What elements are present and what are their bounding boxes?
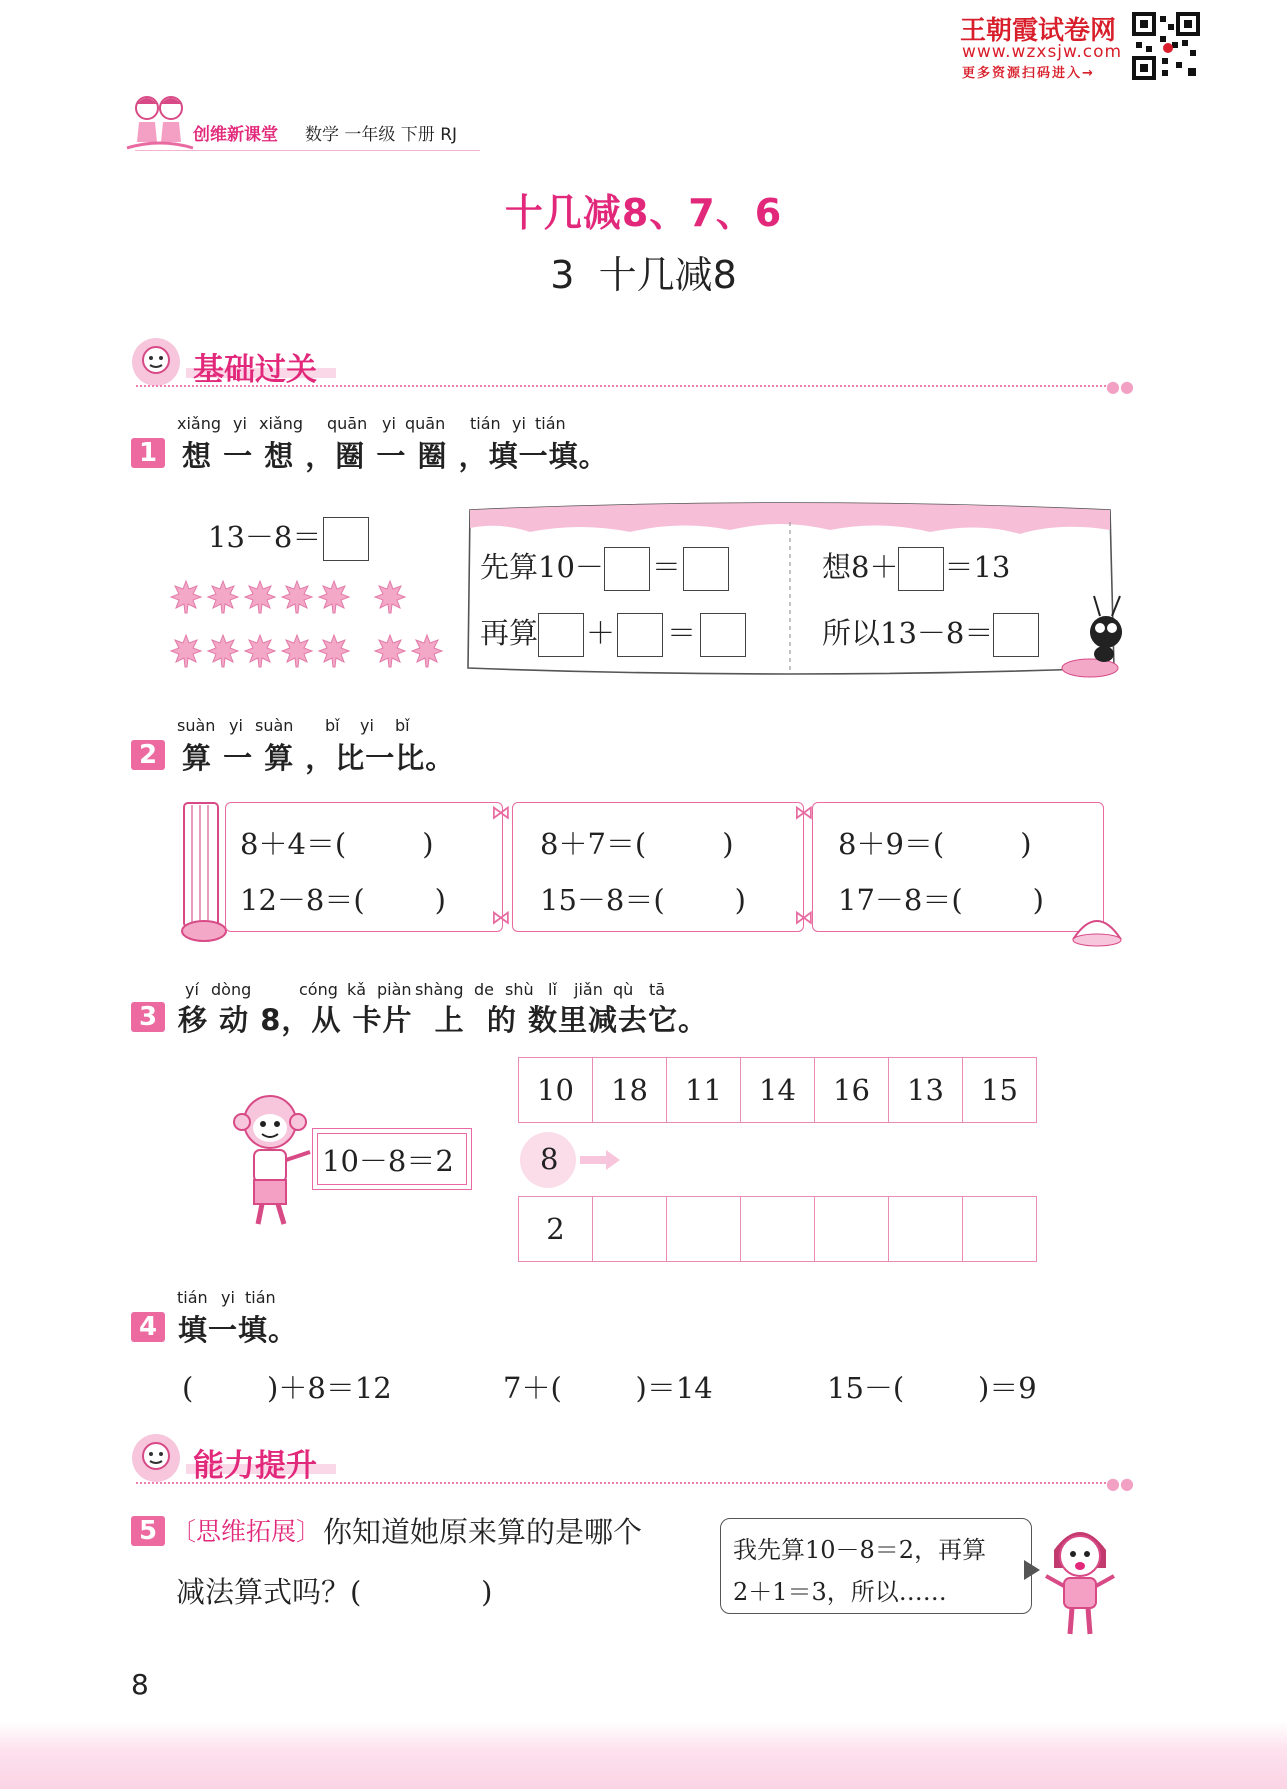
- section-icon: [130, 1432, 182, 1484]
- section-icon: [130, 336, 182, 388]
- brand-name: 王朝霞试卷网: [960, 16, 1117, 46]
- page-subtitle: 3 十几减8: [550, 253, 737, 297]
- bun-icon: [1070, 908, 1124, 948]
- subject-label: 数学 一年级 下册 RJ: [305, 125, 458, 145]
- q4-text: 填一填。: [178, 1313, 299, 1347]
- q4-item-1[interactable]: ( )＋8＝12: [182, 1371, 392, 1405]
- q5-number: 5: [131, 1516, 165, 1546]
- q2-3-top: 8＋9＝( ): [838, 827, 1032, 861]
- footer-band: [0, 1722, 1287, 1789]
- q3-answer-cell[interactable]: [815, 1197, 889, 1262]
- qr-code-icon: [1132, 12, 1200, 80]
- q3-top-cell: 11: [667, 1058, 741, 1123]
- ribbon-icon: ⋈: [491, 905, 511, 929]
- divider-dots: ●●: [1106, 377, 1134, 396]
- q2-3-bottom: 17－8＝( ): [838, 883, 1044, 917]
- q3-top-cell: 14: [741, 1058, 815, 1123]
- q2-number: 2: [131, 740, 165, 770]
- q3-top-cell: 10: [519, 1058, 593, 1123]
- q1-number: 1: [131, 438, 165, 468]
- bubble-line-1: 我先算10－8＝2，再算: [733, 1536, 987, 1564]
- brand-scan-text: 更多资源扫码进入→: [962, 66, 1095, 81]
- q5-tag: 〔思维拓展〕: [171, 1517, 322, 1546]
- q1-second-step: 再算 ＋ ＝: [480, 611, 746, 657]
- page-number: 8: [131, 1668, 149, 1701]
- ribbon-icon: ⋈: [491, 800, 511, 824]
- arrow-right-icon: [580, 1148, 622, 1172]
- q1-box-f[interactable]: [898, 547, 944, 591]
- q3-bottom-row: [518, 1196, 1037, 1262]
- q3-top-cell: 15: [963, 1058, 1037, 1123]
- kids-logo-icon: [125, 90, 195, 152]
- q3-answer-cell[interactable]: [889, 1197, 963, 1262]
- q1-box-d[interactable]: [617, 613, 663, 657]
- q3-top-cell: 16: [815, 1058, 889, 1123]
- mover-number: 8: [540, 1142, 559, 1176]
- q1-think-step: 想8＋ ＝13: [822, 545, 1010, 591]
- q2-text: 算 一 算 ，比一比。: [182, 741, 456, 775]
- example-equation: 10－8＝2: [322, 1144, 454, 1178]
- section-title-advanced: 能力提升: [193, 1448, 317, 1484]
- q4-item-3[interactable]: 15－( )＝9: [827, 1371, 1037, 1405]
- q2-2-bottom: 15－8＝( ): [540, 883, 746, 917]
- scroll-icon: [178, 795, 228, 945]
- header-underline: [135, 150, 480, 151]
- q3-top-row: [518, 1057, 1037, 1123]
- q1-box-c[interactable]: [538, 613, 584, 657]
- q4-number: 4: [131, 1312, 165, 1342]
- q3-answer-cell[interactable]: [667, 1197, 741, 1262]
- section-divider: [136, 1482, 1106, 1484]
- monkey-icon: [228, 1088, 314, 1230]
- q4-item-2[interactable]: 7＋( )＝14: [503, 1371, 713, 1405]
- q1-box-b[interactable]: [683, 547, 729, 591]
- page-title: 十几减8、7、6: [504, 191, 783, 235]
- divider-dots: ●●: [1106, 1474, 1134, 1493]
- ribbon-icon: ⋈: [794, 905, 814, 929]
- q3-top-cell: 13: [889, 1058, 963, 1123]
- q1-expression: 13－8＝: [208, 515, 369, 561]
- brand-url: www.wzxsjw.com: [962, 42, 1123, 62]
- q3-answer-cell[interactable]: [741, 1197, 815, 1262]
- q2-2-top: 8＋7＝( ): [540, 827, 734, 861]
- q2-1-bottom: 12－8＝( ): [240, 883, 446, 917]
- q1-text: 想 一 想 ，圈 一 圈 ，填一填。: [182, 439, 609, 473]
- q1-first-step: 先算10－ ＝: [480, 545, 729, 591]
- q1-so-step: 所以13－8＝: [822, 611, 1039, 657]
- q1-box-g[interactable]: [993, 613, 1039, 657]
- q3-top-cell: 18: [593, 1058, 667, 1123]
- q5-line-1: 你知道她原来算的是哪个: [323, 1515, 643, 1549]
- q3-text: 移 动 8，从 卡片 上 的 数里减去它。: [178, 1003, 708, 1037]
- q3-answer-cell[interactable]: [963, 1197, 1037, 1262]
- q1-box-e[interactable]: [700, 613, 746, 657]
- series-name: 创维新课堂: [193, 125, 278, 145]
- q3-answer-cell[interactable]: [593, 1197, 667, 1262]
- leaves-picture: [170, 575, 450, 675]
- q1-box-a[interactable]: [604, 547, 650, 591]
- section-divider: [136, 385, 1106, 387]
- q3-answer-cell: 2: [519, 1197, 593, 1262]
- q2-1-top: 8＋4＝( ): [240, 827, 434, 861]
- q1-answer-box[interactable]: [323, 517, 369, 561]
- girl-icon: [1040, 1516, 1120, 1638]
- q5-line-2[interactable]: 减法算式吗？( ): [176, 1575, 493, 1609]
- ribbon-icon: ⋈: [794, 800, 814, 824]
- q3-number: 3: [131, 1002, 165, 1032]
- bubble-tail: [1024, 1560, 1040, 1580]
- ant-icon: [1060, 590, 1140, 680]
- section-title-basic: 基础过关: [193, 352, 317, 388]
- bubble-line-2: 2＋1＝3，所以……: [733, 1578, 947, 1606]
